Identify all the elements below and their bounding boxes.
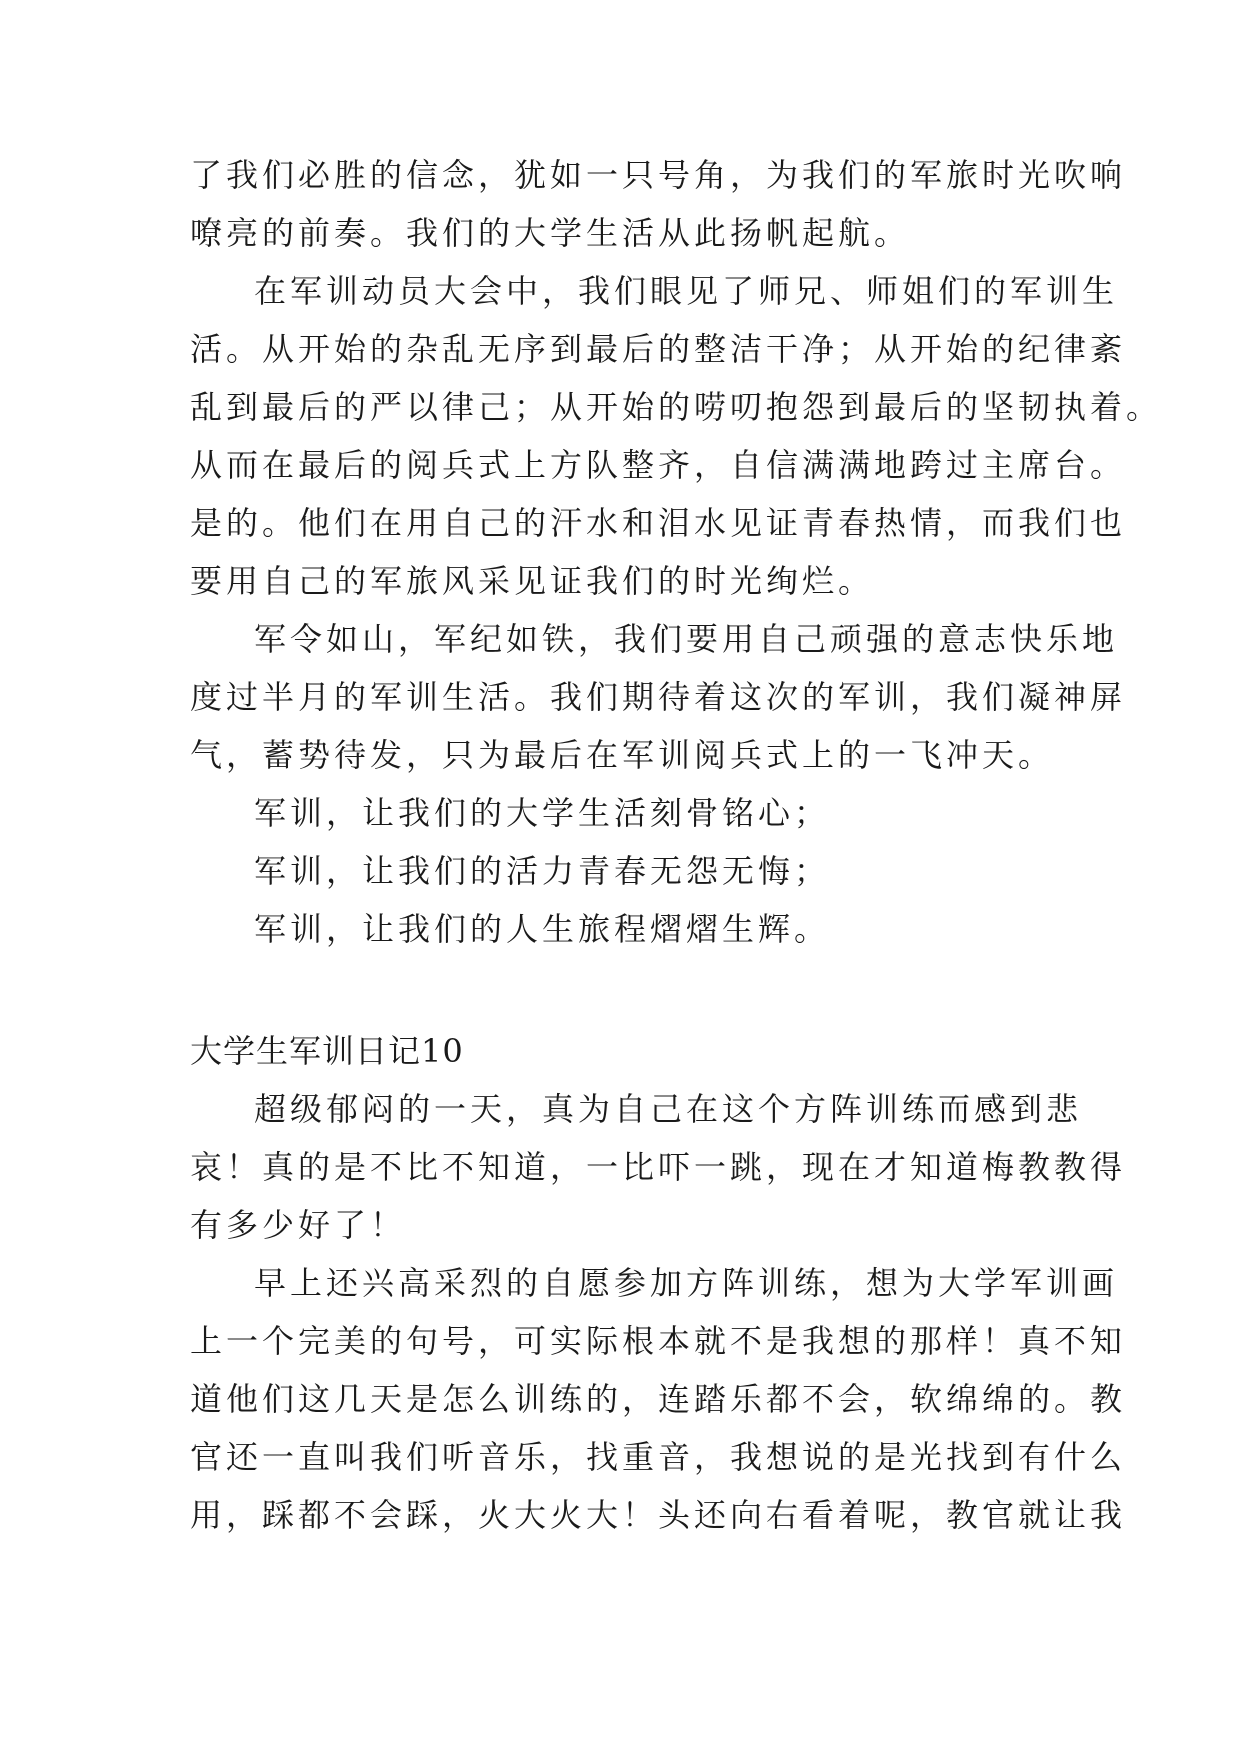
paragraph-line: 军训，让我们的大学生活刻骨铭心； — [254, 794, 831, 832]
paragraph-line: 哀！真的是不比不知道，一比吓一跳，现在才知道梅教教得 — [190, 1148, 1127, 1186]
paragraph-line: 气，蓄势待发，只为最后在军训阅兵式上的一飞冲天。 — [190, 736, 1055, 774]
paragraph-line: 军令如山，军纪如铁，我们要用自己顽强的意志快乐地 — [254, 620, 1119, 658]
paragraph-line: 活。从开始的杂乱无序到最后的整洁干净；从开始的纪律紊 — [190, 330, 1127, 368]
paragraph-line: 超级郁闷的一天，真为自己在这个方阵训练而感到悲 — [254, 1090, 1083, 1128]
paragraph-line: 度过半月的军训生活。我们期待着这次的军训，我们凝神屏 — [190, 678, 1127, 716]
paragraph-line: 官还一直叫我们听音乐，找重音，我想说的是光找到有什么 — [190, 1438, 1127, 1476]
paragraph-line: 上一个完美的句号，可实际根本就不是我想的那样！真不知 — [190, 1322, 1127, 1360]
paragraph-line: 要用自己的军旅风采见证我们的时光绚烂。 — [190, 562, 875, 600]
paragraph-line: 乱到最后的严以律己；从开始的唠叨抱怨到最后的坚韧执着。 — [190, 388, 1163, 426]
paragraph-line: 有多少好了！ — [190, 1206, 407, 1244]
paragraph-line: 在军训动员大会中，我们眼见了师兄、师姐们的军训生 — [254, 272, 1119, 310]
section-heading: 大学生军训日记10 — [190, 1032, 464, 1070]
paragraph-line: 用，踩都不会踩，火大火大！头还向右看着呢，教官就让我 — [190, 1496, 1127, 1534]
paragraph-line: 早上还兴高采烈的自愿参加方阵训练，想为大学军训画 — [254, 1264, 1119, 1302]
paragraph-line: 从而在最后的阅兵式上方队整齐，自信满满地跨过主席台。 — [190, 446, 1127, 484]
paragraph-line: 是的。他们在用自己的汗水和泪水见证青春热情，而我们也 — [190, 504, 1127, 542]
paragraph-line: 军训，让我们的人生旅程熠熠生辉。 — [254, 910, 831, 948]
paragraph-line: 道他们这几天是怎么训练的，连踏乐都不会，软绵绵的。教 — [190, 1380, 1127, 1418]
paragraph-line: 军训，让我们的活力青春无怨无悔； — [254, 852, 831, 890]
paragraph-line: 嘹亮的前奏。我们的大学生活从此扬帆起航。 — [190, 214, 911, 252]
paragraph-line: 了我们必胜的信念，犹如一只号角，为我们的军旅时光吹响 — [190, 156, 1127, 194]
